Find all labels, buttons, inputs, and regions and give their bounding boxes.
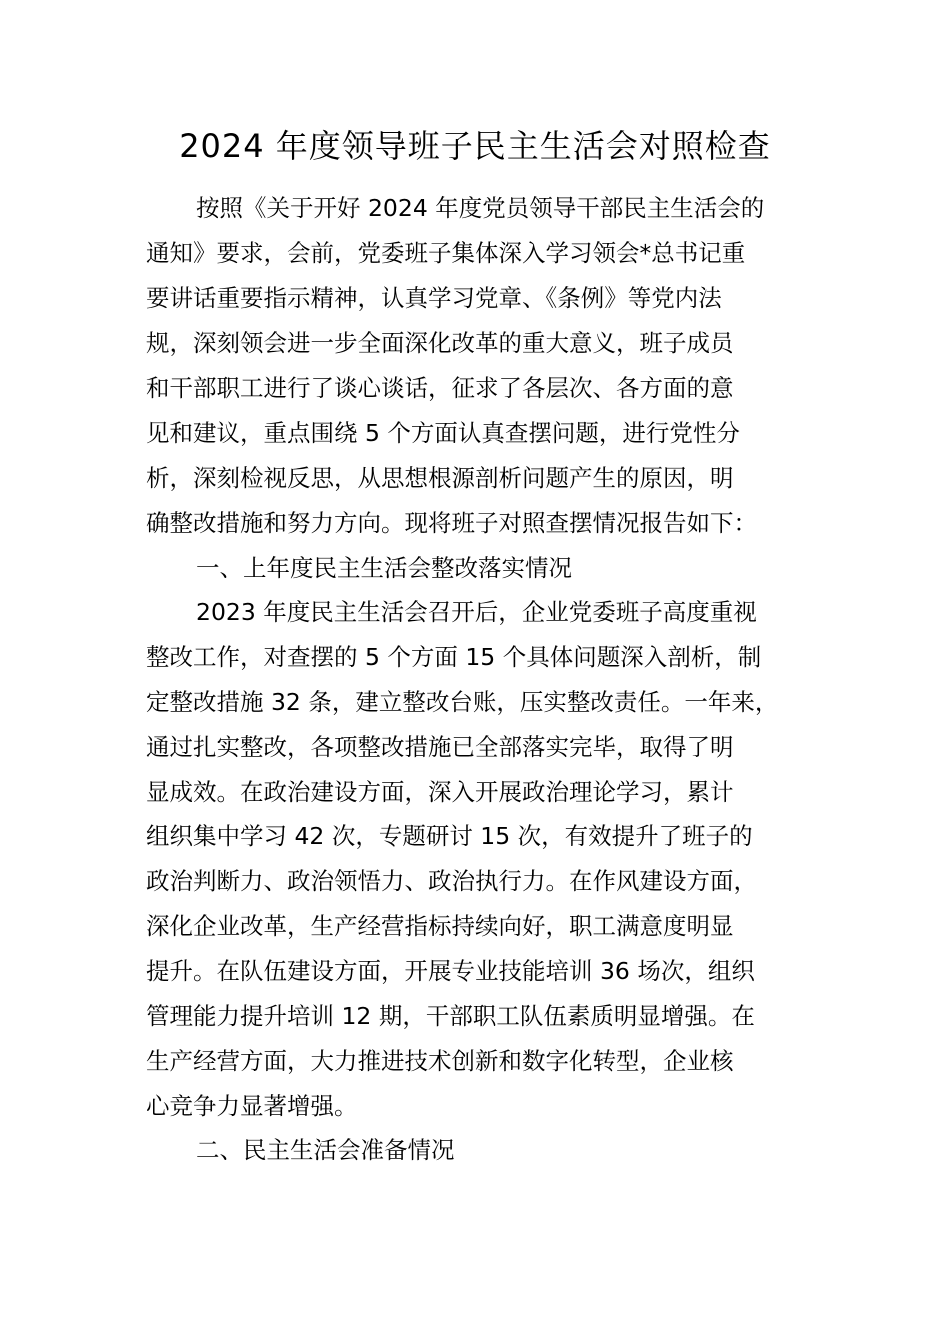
paragraph-line: 显成效。在政治建设方面，深入开展政治理论学习，累计 (146, 778, 734, 806)
paragraph-line: 见和建议，重点围绕 5 个方面认真查摆问题，进行党性分 (146, 419, 740, 447)
paragraph-line: 提升。在队伍建设方面，开展专业技能培训 36 场次，组织 (146, 957, 755, 985)
paragraph-line: 整改工作，对查摆的 5 个方面 15 个具体问题深入剖析，制 (146, 643, 762, 671)
paragraph-line: 生产经营方面，大力推进技术创新和数字化转型，企业核 (146, 1047, 734, 1075)
section-heading: 二、民主生活会准备情况 (196, 1136, 455, 1164)
paragraph-line: 规，深刻领会进一步全面深化改革的重大意义，班子成员 (146, 329, 734, 357)
paragraph-line: 确整改措施和努力方向。现将班子对照查摆情况报告如下： (146, 509, 757, 537)
paragraph-line: 和干部职工进行了谈心谈话，征求了各层次、各方面的意 (146, 374, 734, 402)
paragraph-line: 通知》要求，会前，党委班子集体深入学习领会*总书记重 (146, 239, 746, 267)
paragraph-line: 2023 年度民主生活会召开后，企业党委班子高度重视 (196, 598, 757, 626)
paragraph-line: 管理能力提升培训 12 期，干部职工队伍素质明显增强。在 (146, 1002, 755, 1030)
paragraph-line: 要讲话重要指示精神，认真学习党章、《条例》等党内法 (146, 284, 722, 312)
paragraph-line: 析，深刻检视反思，从思想根源剖析问题产生的原因，明 (146, 464, 734, 492)
paragraph-line: 政治判断力、政治领悟力、政治执行力。在作风建设方面， (146, 867, 757, 895)
section-heading: 一、上年度民主生活会整改落实情况 (196, 554, 572, 582)
paragraph-line: 定整改措施 32 条，建立整改台账，压实整改责任。一年来， (146, 688, 779, 716)
paragraph-line: 按照《关于开好 2024 年度党员领导干部民主生活会的 (196, 194, 765, 222)
paragraph-line: 通过扎实整改，各项整改措施已全部落实完毕，取得了明 (146, 733, 734, 761)
paragraph-line: 组织集中学习 42 次，专题研讨 15 次，有效提升了班子的 (146, 822, 753, 850)
document-title: 2024 年度领导班子民主生活会对照检查 (179, 127, 771, 165)
paragraph-line: 心竞争力显著增强。 (146, 1092, 358, 1120)
paragraph-line: 深化企业改革，生产经营指标持续向好，职工满意度明显 (146, 912, 734, 940)
